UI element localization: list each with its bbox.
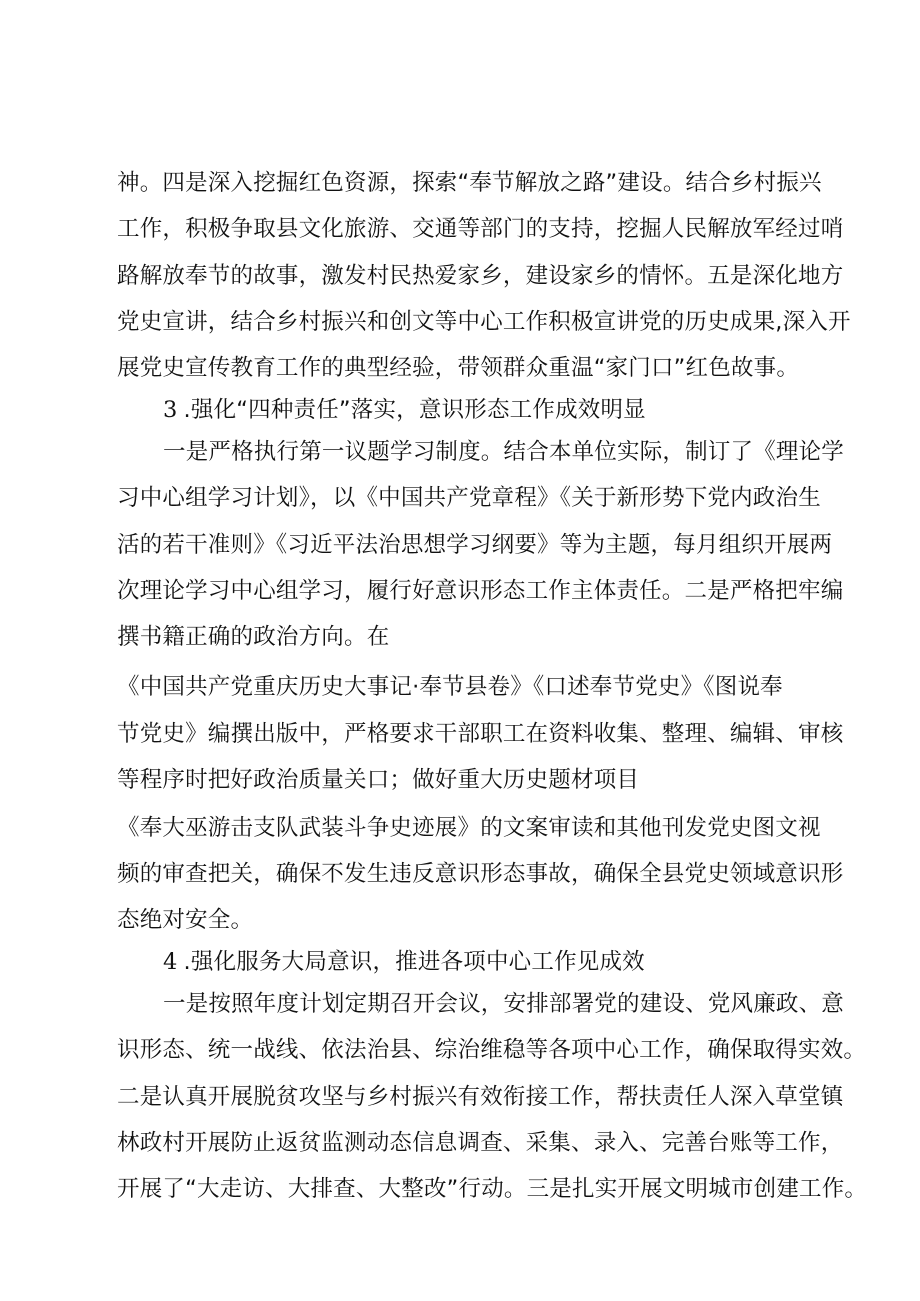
paragraph-line: 路解放奉节的故事，激发村民热爱家乡，建设家乡的情怀。五是深化地方: [117, 263, 844, 289]
section-3-title: .强化“四种责任”落实，意识形态工作成效明显: [183, 397, 646, 423]
paragraph-line: 党史宣讲，结合乡村振兴和创文等中心工作积极宣讲党的历史成果,深入开: [117, 309, 851, 335]
paragraph-line: 节党史》编撰出版中，严格要求干部职工在资料收集、整理、编辑、审核: [117, 721, 844, 747]
section-3-heading: [163, 392, 877, 428]
paragraph-line: 一是按照年度计划定期召开会议，安排部署党的建设、党风廉政、意: [163, 991, 845, 1017]
paragraph-line: 展党史宣传教育工作的典型经验，带领群众重温“家门口”红色故事。: [117, 355, 800, 381]
section-4-number: 4: [163, 949, 178, 975]
paragraph-line: 《中国共产党重庆历史大事记·奉节县卷》《口述奉节党史》《图说奉: [117, 674, 783, 700]
paragraph-line: 活的若干准则》《习近平法治思想学习纲要》等为主题，每月组织开展两: [117, 532, 833, 558]
paragraph-line: 一是严格执行第一议题学习制度。结合本单位实际，制订了《理论学: [163, 439, 845, 465]
section-4-title: .强化服务大局意识，推进各项中心工作见成效: [183, 949, 645, 975]
paragraph-line: 工作，积极争取县文化旅游、交通等部门的支持，挖掘人民解放军经过哨: [117, 216, 844, 242]
paragraph-line: 态绝对安全。: [117, 907, 254, 933]
section-3-number: 3: [163, 397, 178, 423]
paragraph-line: 次理论学习中心组学习，履行好意识形态工作主体责任。二是严格把牢编: [117, 578, 844, 604]
paragraph-line: 《奉大巫游击支队武装斗争史迹展》的文案审读和其他刊发党史图文视: [117, 815, 821, 841]
paragraph-line: 林政村开展防止返贫监测动态信息调查、采集、录入、完善台账等工作，: [117, 1130, 844, 1156]
paragraph-line: 撰书籍正确的政治方向。在: [117, 624, 390, 650]
paragraph-line: 开展了“大走访、大排查、大整改”行动。三是扎实开展文明城市创建工作。: [117, 1176, 868, 1202]
paragraph-line: 习中心组学习计划》，以《中国共产党章程》《关于新形势下党内政治生: [117, 485, 821, 511]
paragraph-line: 二是认真开展脱贫攻坚与乡村振兴有效衔接工作，帮扶责任人深入草堂镇: [117, 1084, 844, 1110]
paragraph-line: 神。四是深入挖掘红色资源，探索“奉节解放之路”建设。结合乡村振兴: [117, 170, 822, 196]
section-4-heading: [163, 944, 877, 980]
paragraph-line: 识形态、统一战线、依法治县、综治维稳等各项中心工作，确保取得实效。: [117, 1037, 867, 1063]
paragraph-line: 等程序时把好政治质量关口；做好重大历史题材项目: [117, 767, 640, 793]
paragraph-line: 频的审查把关，确保不发生违反意识形态事故，确保全县党史领域意识形: [117, 861, 844, 887]
